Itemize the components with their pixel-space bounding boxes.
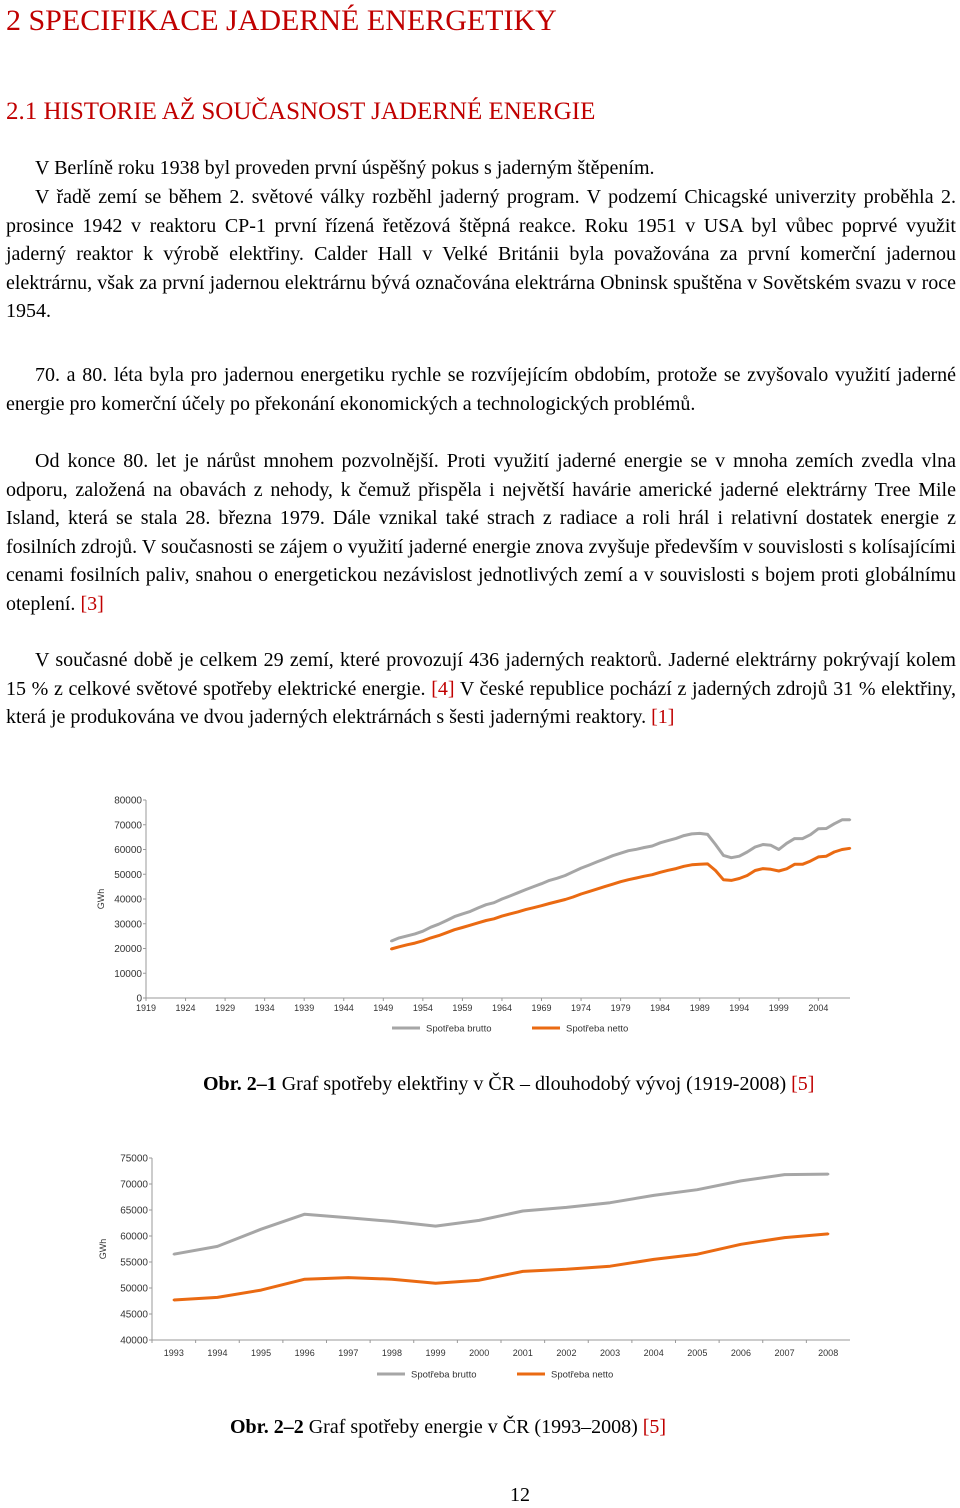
reference-1[interactable]: [1]	[651, 706, 675, 729]
x-tick-label: 1969	[531, 1003, 552, 1013]
data-point	[493, 918, 495, 920]
data-point	[722, 879, 724, 881]
y-tick-label: 75000	[120, 1153, 148, 1165]
data-point	[501, 915, 503, 917]
data-point	[565, 1268, 567, 1270]
data-point	[173, 1253, 175, 1255]
data-point	[453, 929, 455, 931]
x-tick-label: 1924	[175, 1003, 196, 1013]
x-tick-label: 2003	[600, 1348, 621, 1358]
series-line-brutto	[174, 1174, 828, 1254]
data-point	[509, 895, 511, 897]
x-tick-label: 1959	[452, 1003, 473, 1013]
x-tick-label: 2007	[774, 1348, 795, 1358]
data-point	[532, 907, 534, 909]
data-point	[801, 863, 803, 865]
x-tick-label: 2004	[643, 1348, 664, 1358]
x-tick-label: 1954	[412, 1003, 433, 1013]
data-point	[849, 819, 851, 821]
data-point	[691, 833, 693, 835]
data-point	[722, 854, 724, 856]
data-point	[730, 879, 732, 881]
reference-4[interactable]: [4]	[431, 677, 455, 700]
y-axis-label: GWh	[98, 1238, 108, 1260]
data-point	[786, 842, 788, 844]
data-point	[783, 1173, 785, 1175]
data-point	[304, 1213, 306, 1215]
data-point	[730, 857, 732, 859]
y-tick-label: 60000	[114, 845, 142, 856]
data-point	[841, 819, 843, 821]
data-point	[438, 923, 440, 925]
paragraph-3: Od konce 80. let je nárůst mnohem pozvolnější. Proti využití jaderné energie se v mnoha zemích zvedla vlna odporu, založená na obavách z nehody, k čemuž přispěla i největší havárie americké jaderné elektrárny Tree Mile Island, která se stala 28. března 1979. Dále vznikal také strach z radiace a roli hrál i relativní dostatek energie z fosilních zdrojů. V současnosti se zájem o využití jaderné energie znova zvyšuje především v souvislosti s kolísajícími cenami fosilních paliv, snahou o energetickou nezávislost jednotlivých zemí a v souvislosti s bojem proti globálnímu oteplení. [3]	[6, 450, 956, 615]
data-point	[667, 839, 669, 841]
data-point	[659, 871, 661, 873]
data-point	[556, 900, 558, 902]
x-tick-label: 1944	[333, 1003, 354, 1013]
data-point	[347, 1217, 349, 1219]
data-point	[793, 863, 795, 865]
data-point	[643, 875, 645, 877]
x-tick-label: 2006	[730, 1348, 751, 1358]
x-tick-label: 1995	[251, 1348, 272, 1358]
data-point	[501, 898, 503, 900]
data-point	[304, 1278, 306, 1280]
x-tick-label: 1996	[294, 1348, 315, 1358]
legend-label: Spotřeba netto	[551, 1369, 614, 1381]
data-point	[434, 1282, 436, 1284]
heading-2: 2.1 HISTORIE AŽ SOUČASNOST JADERNÉ ENERGIE	[6, 98, 596, 125]
data-point	[525, 888, 527, 890]
x-tick-label: 1989	[689, 1003, 710, 1013]
data-point	[746, 874, 748, 876]
paragraph-2: 70. a 80. léta byla pro jadernou energetiku rychle se rozvíjejícím obdobím, protože se zvyšovalo využití jaderné energie pro komerční účely po překonání ekonomických a technologických problémů.	[6, 364, 956, 415]
data-point	[260, 1289, 262, 1291]
data-point	[740, 1180, 742, 1182]
x-tick-label: 2002	[556, 1348, 577, 1358]
data-point	[485, 919, 487, 921]
data-point	[699, 832, 701, 834]
data-point	[609, 1265, 611, 1267]
y-tick-label: 40000	[114, 894, 142, 906]
y-tick-label: 70000	[120, 1179, 148, 1191]
data-point	[635, 877, 637, 879]
data-point	[833, 823, 835, 825]
x-tick-label: 2001	[512, 1348, 533, 1358]
data-point	[604, 885, 606, 887]
data-point	[612, 883, 614, 885]
x-tick-label: 1934	[254, 1003, 275, 1013]
data-point	[827, 1173, 829, 1175]
data-point	[714, 843, 716, 845]
data-point	[653, 1194, 655, 1196]
data-point	[548, 902, 550, 904]
data-point	[770, 844, 772, 846]
data-point	[390, 940, 392, 942]
data-point	[786, 868, 788, 870]
data-point	[699, 863, 701, 865]
data-point	[817, 828, 819, 830]
x-tick-label: 1979	[610, 1003, 631, 1013]
x-tick-label: 1919	[135, 1003, 157, 1013]
data-point	[406, 944, 408, 946]
data-point	[469, 910, 471, 912]
data-point	[445, 932, 447, 934]
data-point	[683, 865, 685, 867]
data-point	[809, 860, 811, 862]
x-tick-label: 1998	[381, 1348, 402, 1358]
paragraph-4: V současné době je celkem 29 zemí, které provozují 436 jaderných reaktorů. Jaderné elektrárny pokrývají kolem 15 % z celkové světové spotřeby elektrické energie. [4] V české republice pochází z jaderných zdrojů 31 % elektřiny, která je produkována ve dvou jaderných elektrárnách s šesti jadernými reaktory. [1]	[6, 649, 957, 729]
heading-1: 2 SPECIFIKACE JADERNÉ ENERGETIKY	[6, 4, 557, 37]
data-point	[390, 948, 392, 950]
y-tick-label: 20000	[114, 944, 142, 955]
x-tick-label: 1993	[163, 1348, 184, 1358]
data-point	[778, 848, 780, 850]
data-point	[604, 858, 606, 860]
x-tick-label: 2005	[687, 1348, 708, 1358]
data-point	[651, 874, 653, 876]
x-tick-label: 1997	[338, 1348, 359, 1358]
data-point	[619, 852, 621, 854]
data-point	[612, 855, 614, 857]
data-point	[398, 937, 400, 939]
data-point	[675, 837, 677, 839]
y-tick-label: 55000	[120, 1257, 148, 1269]
data-point	[596, 861, 598, 863]
data-point	[849, 847, 851, 849]
data-point	[414, 942, 416, 944]
data-point	[347, 1276, 349, 1278]
y-tick-label: 50000	[114, 869, 142, 881]
data-point	[643, 846, 645, 848]
data-point	[746, 851, 748, 853]
data-point	[653, 1258, 655, 1260]
data-point	[517, 911, 519, 913]
data-point	[540, 905, 542, 907]
data-point	[696, 1189, 698, 1191]
data-point	[565, 1206, 567, 1208]
y-tick-label: 65000	[120, 1205, 148, 1217]
data-point	[572, 871, 574, 873]
data-point	[540, 883, 542, 885]
data-point	[485, 904, 487, 906]
data-point	[762, 867, 764, 869]
data-point	[580, 893, 582, 895]
data-point	[572, 896, 574, 898]
y-tick-label: 60000	[120, 1231, 148, 1243]
y-axis-label: GWh	[96, 888, 106, 910]
data-point	[754, 846, 756, 848]
x-tick-label: 2000	[469, 1348, 490, 1358]
data-point	[619, 881, 621, 883]
data-point	[675, 867, 677, 869]
y-tick-label: 30000	[114, 919, 142, 931]
legend-label: Spotřeba netto	[566, 1023, 629, 1035]
data-point	[532, 885, 534, 887]
y-tick-label: 0	[136, 993, 142, 1005]
page-number: 12	[510, 1484, 530, 1506]
series-line-netto	[391, 848, 850, 949]
x-tick-label: 1999	[425, 1348, 446, 1358]
x-tick-label: 1949	[373, 1003, 394, 1013]
data-point	[714, 869, 716, 871]
x-tick-label: 2008	[818, 1348, 839, 1358]
data-point	[422, 930, 424, 932]
data-point	[667, 869, 669, 871]
x-tick-label: 2004	[808, 1003, 829, 1013]
paragraph-1: V řadě zemí se během 2. světové války rozběhl jaderný program. V podzemí Chicagské univerzity proběhla 2. prosince 1942 v reaktoru CP-1 první řízená řetězová štěpná reakce. Roku 1951 v USA byl vůbec poprvé využit jaderný reaktor k výrobě elektřiny. Calder Hall v Velké Británii byla považována za první komerční jadernou elektrárnu, však za první jadernou elektrárnu bývá označována elektrárna Obninsk spuštěna v Sovětském svazu v roce 1954.	[6, 186, 956, 323]
data-point	[651, 845, 653, 847]
data-point	[696, 1253, 698, 1255]
data-point	[173, 1299, 175, 1301]
data-point	[588, 890, 590, 892]
data-point	[414, 933, 416, 935]
y-tick-label: 80000	[114, 795, 142, 807]
data-point	[580, 867, 582, 869]
data-point	[525, 908, 527, 910]
data-point	[517, 892, 519, 894]
legend-label: Spotřeba brutto	[426, 1023, 492, 1035]
data-point	[461, 926, 463, 928]
y-tick-label: 45000	[120, 1309, 148, 1321]
data-point	[493, 902, 495, 904]
data-point	[216, 1296, 218, 1298]
data-point	[588, 864, 590, 866]
data-point	[564, 874, 566, 876]
data-point	[434, 1225, 436, 1227]
data-point	[422, 940, 424, 942]
data-point	[478, 1279, 480, 1281]
data-point	[825, 827, 827, 829]
x-tick-label: 1964	[491, 1003, 512, 1013]
data-point	[461, 913, 463, 915]
data-point	[477, 907, 479, 909]
x-tick-label: 1999	[768, 1003, 789, 1013]
data-point	[430, 937, 432, 939]
data-point	[430, 926, 432, 928]
figure-2-caption: Obr. 2–2 Graf spotřeby energie v ČR (1993–2008) [5]	[230, 1416, 667, 1438]
data-point	[627, 850, 629, 852]
x-tick-label: 1994	[729, 1003, 750, 1013]
y-tick-label: 40000	[120, 1335, 148, 1347]
data-point	[556, 877, 558, 879]
x-tick-label: 1929	[215, 1003, 236, 1013]
data-point	[522, 1210, 524, 1212]
data-point	[445, 919, 447, 921]
data-point	[706, 863, 708, 865]
data-point	[478, 1219, 480, 1221]
data-point	[438, 934, 440, 936]
data-point	[522, 1270, 524, 1272]
data-point	[659, 842, 661, 844]
data-point	[406, 935, 408, 937]
legend-label: Spotřeba brutto	[411, 1369, 477, 1381]
data-point	[762, 843, 764, 845]
data-point	[827, 1233, 829, 1235]
data-point	[817, 856, 819, 858]
data-point	[793, 837, 795, 839]
data-point	[509, 913, 511, 915]
data-point	[391, 1278, 393, 1280]
data-point	[609, 1202, 611, 1204]
data-point	[783, 1236, 785, 1238]
data-point	[453, 915, 455, 917]
data-point	[801, 837, 803, 839]
series-line-netto	[174, 1234, 828, 1300]
figure-1-caption: Obr. 2–1 Graf spotřeby elektřiny v ČR – dlouhodobý vývoj (1919-2008) [5]	[203, 1073, 815, 1095]
x-tick-label: 1994	[207, 1348, 228, 1358]
y-tick-label: 10000	[114, 968, 142, 980]
data-point	[469, 924, 471, 926]
y-tick-label: 50000	[120, 1283, 148, 1295]
y-tick-label: 70000	[114, 820, 142, 832]
data-point	[833, 851, 835, 853]
reference-3[interactable]: [3]	[80, 592, 104, 615]
data-point	[706, 833, 708, 835]
data-point	[260, 1228, 262, 1230]
data-point	[216, 1245, 218, 1247]
data-point	[564, 898, 566, 900]
data-point	[740, 1243, 742, 1245]
data-point	[398, 946, 400, 948]
x-tick-label: 1939	[294, 1003, 315, 1013]
x-tick-label: 1974	[571, 1003, 592, 1013]
chart-electricity-long-term	[92, 788, 852, 1040]
data-point	[754, 869, 756, 871]
data-point	[391, 1220, 393, 1222]
data-point	[825, 855, 827, 857]
data-point	[596, 888, 598, 890]
data-point	[627, 879, 629, 881]
data-point	[809, 834, 811, 836]
data-point	[635, 848, 637, 850]
data-point	[770, 868, 772, 870]
data-point	[738, 855, 740, 857]
data-point	[691, 864, 693, 866]
paragraph-1-line-1: V Berlíně roku 1938 byl proveden první úspěšný pokus s jaderným štěpením.	[35, 157, 655, 179]
data-point	[738, 877, 740, 879]
chart-energy-1993-2008	[92, 1146, 852, 1384]
x-tick-label: 1984	[650, 1003, 671, 1013]
data-point	[548, 879, 550, 881]
data-point	[683, 834, 685, 836]
data-point	[778, 870, 780, 872]
data-point	[841, 848, 843, 850]
data-point	[477, 922, 479, 924]
